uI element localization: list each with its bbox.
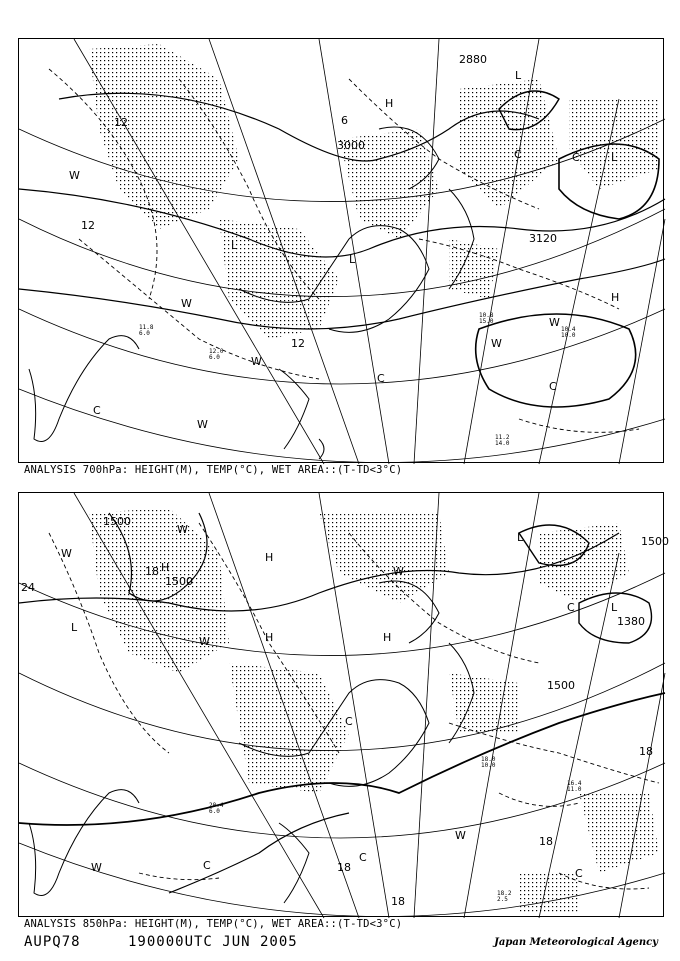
map-700hpa-svg	[19, 39, 665, 464]
warm-label-3: W	[251, 355, 262, 368]
isotherm-label-12c: 12	[291, 337, 305, 350]
warm-label-3: W	[91, 861, 102, 874]
station-obs-4: 11.8 6.0	[139, 324, 154, 337]
cold-label-3: C	[345, 715, 353, 728]
warm-label-4: W	[393, 565, 404, 578]
warm-label-2: W	[177, 523, 188, 536]
high-label-1: H	[385, 97, 394, 110]
station-obs-5: 12.0 6.0	[209, 348, 224, 361]
high-label-3: H	[265, 631, 274, 644]
agency-name: Japan Meteorological Agency	[494, 937, 658, 948]
warm-label-6: W	[199, 635, 210, 648]
station-obs-3: 18.0 10.0	[481, 756, 496, 769]
isotherm-label-18d: 18	[639, 745, 653, 758]
station-obs-2: 16.4 11.0	[567, 780, 582, 793]
caption-850hpa: ANALYSIS 850hPa: HEIGHT(M), TEMP(°C), WET AREA::(T-TD<3°C)	[24, 918, 403, 930]
cold-label-1: C	[93, 404, 101, 417]
height-label-1500a: 1500	[103, 515, 131, 528]
height-label-1500c: 1500	[547, 679, 575, 692]
warm-label-4: W	[197, 418, 208, 431]
station-obs-2: 10.8 15.0	[479, 312, 494, 325]
high-label-2: H	[161, 561, 170, 574]
warm-label-5: W	[549, 316, 560, 329]
cold-label-2: C	[359, 851, 367, 864]
warm-label-5: W	[455, 829, 466, 842]
high-label-1: H	[265, 551, 274, 564]
map-850hpa-svg	[19, 493, 669, 918]
low-center-2: L	[611, 151, 618, 164]
cold-label-5: C	[572, 151, 580, 164]
cold-label-5: C	[567, 601, 575, 614]
high-label-2: H	[611, 291, 620, 304]
high-label-4: H	[383, 631, 392, 644]
low-center-3: L	[71, 621, 78, 634]
caption-700hpa: ANALYSIS 700hPa: HEIGHT(M), TEMP(°C), WET AREA::(T-TD<3°C)	[24, 464, 403, 476]
height-label-1500b: 1500	[165, 575, 193, 588]
height-label-1500d: 1500	[641, 535, 669, 548]
height-label-1380: 1380	[617, 615, 645, 628]
height-label-3000: 3000	[337, 139, 365, 152]
cold-label-1: C	[203, 859, 211, 872]
cold-label-3: C	[549, 380, 557, 393]
warm-label-1: W	[61, 547, 72, 560]
station-obs-1: 18.2 2.5	[497, 890, 512, 903]
map-panel-850hpa	[18, 492, 669, 917]
isotherm-label-12a: 12	[114, 116, 128, 129]
height-label-3120: 3120	[529, 232, 557, 245]
isotherm-label-18b: 18	[337, 861, 351, 874]
low-center-1: L	[517, 531, 524, 544]
low-center-3: L	[349, 253, 356, 266]
station-obs-4: 20.4 6.0	[209, 802, 224, 815]
isotherm-label-18a: 18	[539, 835, 553, 848]
cold-label-4: C	[575, 867, 583, 880]
chart-code: AUPQ78	[24, 934, 81, 950]
map-panel-700hpa	[18, 38, 664, 463]
isotherm-label-6: 6	[341, 114, 348, 127]
isotherm-label-24: 24	[21, 581, 35, 594]
station-obs-3: 10.4 10.0	[561, 326, 576, 339]
height-label-2880: 2880	[459, 53, 487, 66]
cold-label-2: C	[377, 372, 385, 385]
warm-label-1: W	[69, 169, 80, 182]
isotherm-label-12b: 12	[81, 219, 95, 232]
low-center-1: L	[515, 69, 522, 82]
isotherm-label-18c: 18	[391, 895, 405, 908]
warm-label-6: W	[491, 337, 502, 350]
valid-time: 190000UTC JUN 2005	[128, 934, 298, 950]
low-center-4: L	[231, 239, 238, 252]
low-center-2: L	[611, 601, 618, 614]
station-obs-1: 11.2 14.0	[495, 434, 510, 447]
warm-label-2: W	[181, 297, 192, 310]
wet-areas	[89, 508, 659, 913]
cold-label-4: C	[514, 148, 522, 161]
isotherm-label-18e: 18	[145, 565, 159, 578]
